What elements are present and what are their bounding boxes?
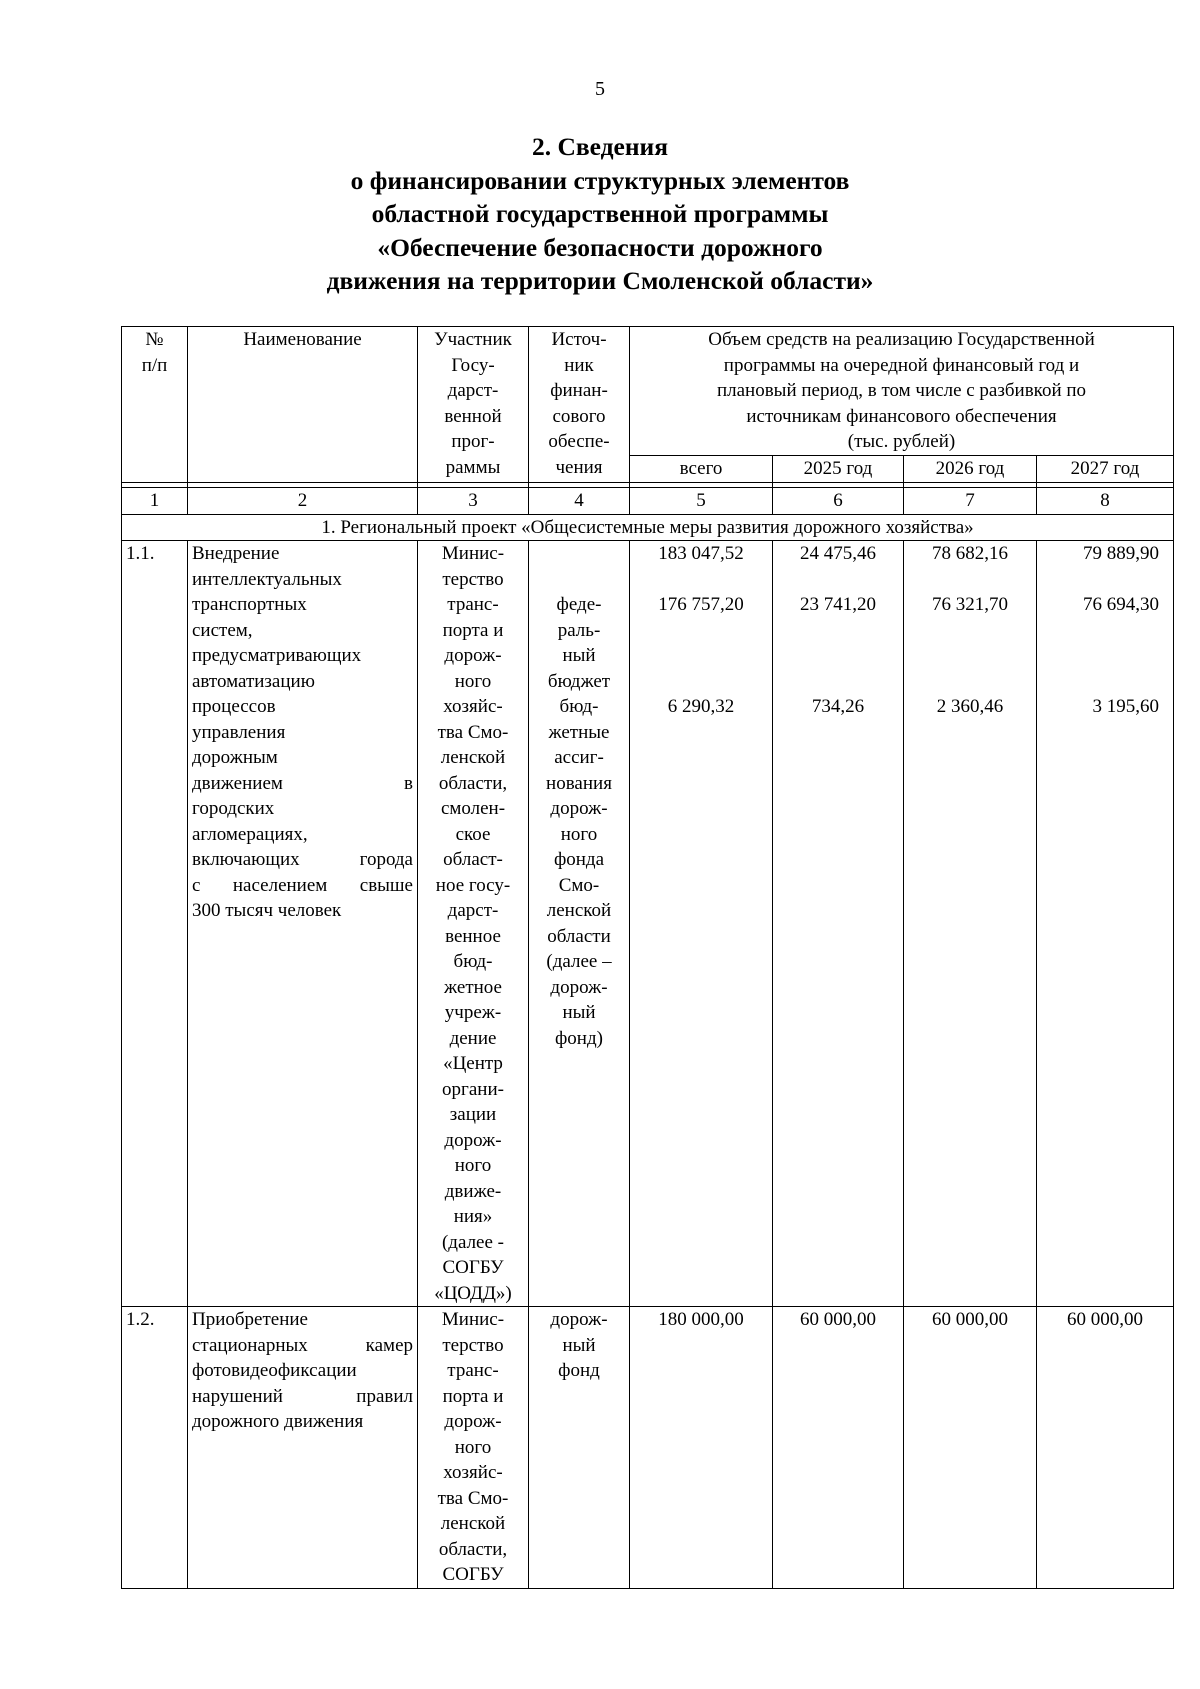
col-number: 3 xyxy=(418,487,529,514)
title-line: областной государственной программы xyxy=(371,199,829,228)
col-number: 2 xyxy=(188,487,418,514)
col-number: 7 xyxy=(904,487,1037,514)
row-name: Приобретение стационарных камер фотовидеофиксации нарушений правил дорожного движения xyxy=(188,1307,418,1589)
row-values-total: 180 000,00 xyxy=(630,1307,773,1589)
title-line: «Обеспечение безопасности дорожного xyxy=(377,232,823,262)
section-title: 1. Региональный проект «Общесистемные меры развития дорожного хозяйства» xyxy=(122,514,1174,541)
header-col-participant: Участник Госу- дарст- венной прог- раммы xyxy=(418,327,529,483)
page-title xyxy=(0,130,1200,298)
row-participant: Минис- терство транс- порта и дорож- ного хозяйс- тва Смо- ленской области, смолен- ское област- ное госу- дарст- венное бюд- жетное учреж- дение «Центр органи- зации дорож- ного движе- ния» (далее - СОГБУ «ЦОДД») xyxy=(418,541,529,1307)
col-number: 6 xyxy=(773,487,904,514)
row-name: Внедрение интеллектуальных транспортных систем, предусматривающих автоматизацию процессов управления дорожным движением в городских агломерациях, включающих города с населением свыше 300 тысяч человек xyxy=(188,541,418,1307)
table-row xyxy=(122,541,1174,1307)
row-number: 1.1. xyxy=(122,541,188,1307)
col-number: 5 xyxy=(630,487,773,514)
row-source: дорож- ный фонд xyxy=(529,1307,630,1589)
row-values-2026: 78 682,16 76 321,70 2 360,46 xyxy=(904,541,1037,1307)
row-values-2027: 60 000,00 xyxy=(1037,1307,1174,1589)
row-values-2026: 60 000,00 xyxy=(904,1307,1037,1589)
col-number: 1 xyxy=(122,487,188,514)
row-values-2025: 60 000,00 xyxy=(773,1307,904,1589)
col-number: 4 xyxy=(529,487,630,514)
financing-table xyxy=(121,326,1174,1589)
col-number: 8 xyxy=(1037,487,1174,514)
title-line: движения на территории Смоленской области» xyxy=(326,266,874,295)
page-number: 5 xyxy=(595,78,605,100)
section-row xyxy=(122,514,1174,541)
row-source: феде- раль- ный бюджет бюд- жетные ассиг- нования дорож- ного фонда Смо- ленской области (далее – дорож- ный фонд) xyxy=(529,541,630,1307)
column-number-row xyxy=(122,487,1174,514)
title-line: 2. Сведения xyxy=(531,132,669,161)
header-col-source: Источ- ник финан- сового обеспе- чения xyxy=(529,327,630,483)
header-row xyxy=(122,327,1174,456)
header-total: всего xyxy=(630,456,773,483)
row-values-total: 183 047,52 176 757,20 6 290,32 xyxy=(630,541,773,1307)
header-year-2027: 2027 год xyxy=(1037,456,1174,483)
header-col-number: № п/п xyxy=(122,327,188,483)
row-values-2025: 24 475,46 23 741,20 734,26 xyxy=(773,541,904,1307)
row-number: 1.2. xyxy=(122,1307,188,1589)
header-year-2025: 2025 год xyxy=(773,456,904,483)
header-col-name: Наименование xyxy=(188,327,418,483)
table-row xyxy=(122,1307,1174,1589)
title-line: о финансировании структурных элементов xyxy=(350,165,850,195)
row-participant: Минис- терство транс- порта и дорож- ного хозяйс- тва Смо- ленской области, СОГБУ xyxy=(418,1307,529,1589)
header-year-2026: 2026 год xyxy=(904,456,1037,483)
row-values-2027: 79 889,90 76 694,30 3 195,60 xyxy=(1037,541,1174,1307)
header-col-volume: Объем средств на реализацию Государственной программы на очередной финансовый год и плановый период, в том числе с разбивкой по источникам финансового обеспечения (тыс. рублей) xyxy=(630,327,1174,456)
